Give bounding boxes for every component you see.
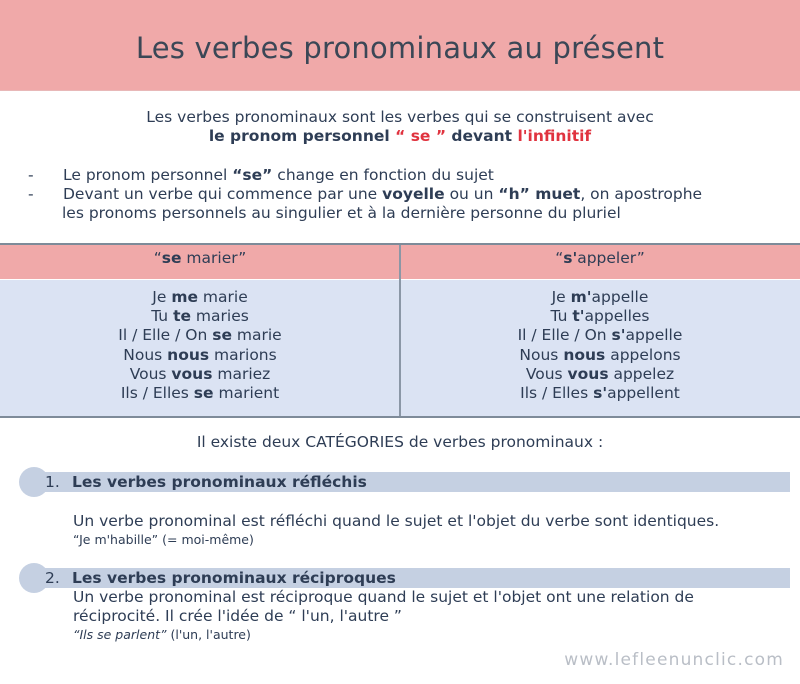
intro-pronoun-label: le pronom personnel [208, 127, 390, 145]
categories-intro: Il existe deux CATÉGORIES de verbes pronominaux : [196, 433, 604, 451]
bullet-2-c: ou un [444, 185, 499, 203]
page-title: Les verbes pronominaux au présent [135, 31, 665, 65]
category-1-number: 1. [45, 473, 60, 491]
conjugation-row [0, 365, 400, 384]
header-s-appeler-pronoun: s' [563, 249, 578, 267]
header-se-marier-pronoun: se [161, 249, 182, 267]
bullet-2-a: Devant un verbe qui commence par une [63, 185, 383, 203]
row-pronoun: s' [611, 326, 626, 345]
category-1-title: Les verbes pronominaux réfléchis [72, 473, 367, 491]
category-2-title: Les verbes pronominaux réciproques [72, 569, 396, 587]
table-bottom-rule [0, 416, 800, 418]
row-pronoun: nous [563, 345, 606, 364]
category-1-example-note: (= moi-même) [158, 532, 254, 547]
header-s-appeler-verb: appeler” [577, 249, 645, 267]
row-subject: Ils / Elles [120, 384, 194, 403]
bullet-1 [63, 166, 494, 184]
bullet-2 [63, 185, 702, 203]
row-pronoun: vous [171, 364, 213, 383]
category-2-example [73, 627, 251, 642]
column-se-marier [0, 288, 400, 403]
website-footer: www.lefleenunclic.com [564, 650, 784, 670]
row-verb: marie [231, 326, 282, 345]
row-verb: appelons [605, 345, 681, 364]
category-2-text [73, 588, 694, 626]
category-2-heading [45, 569, 396, 587]
bullet-1-c: change en fonction du sujet [272, 166, 494, 184]
category-1-example-quote: “Je m'habille” [73, 532, 159, 547]
row-pronoun: te [173, 307, 191, 326]
column-s-appeler [400, 288, 800, 403]
row-pronoun: nous [167, 345, 210, 364]
row-verb: appelle [591, 288, 649, 306]
bullet-dash-1: - [28, 166, 34, 184]
row-pronoun: vous [567, 364, 609, 383]
conjugation-row [0, 326, 400, 345]
header-s-appeler [400, 249, 800, 267]
row-subject: Ils / Elles [520, 384, 594, 403]
row-pronoun: se [212, 326, 232, 345]
bullet-2-b: voyelle [382, 185, 445, 203]
bullet-2-d: “h” muet [498, 185, 581, 203]
conjugation-row [400, 307, 800, 326]
bullet-dash-2: - [28, 185, 34, 203]
header-se-marier [0, 249, 400, 267]
header-s-appeler-open-quote: “ [555, 249, 564, 267]
intro-line-2 [0, 127, 800, 145]
row-verb: appelles [584, 307, 650, 326]
row-subject: Vous [525, 364, 568, 383]
row-subject: Vous [129, 364, 172, 383]
intro-infinitif: l'infinitif [517, 127, 592, 145]
bullet-1-a: Le pronom personnel [63, 166, 233, 184]
row-verb: marie [197, 288, 248, 306]
intro-line-1: Les verbes pronominaux sont les verbes qui se construisent avec [146, 108, 654, 126]
row-subject: Il / Elle / On [517, 326, 612, 345]
conjugation-row [0, 346, 400, 365]
category-2-example-quote: “Ils se parlent” [73, 627, 167, 642]
row-verb: appellent [607, 384, 680, 403]
conjugation-row [400, 384, 800, 403]
row-subject: Je [551, 288, 571, 306]
category-2-text-line-1: Un verbe pronominal est réciproque quand le sujet et l'objet ont une relation de [73, 588, 694, 606]
row-pronoun: se [193, 384, 214, 403]
conjugation-row [400, 346, 800, 365]
category-2-example-note: (l'un, l'autre) [166, 627, 251, 642]
header-se-marier-open-quote: “ [153, 249, 162, 267]
row-pronoun: s' [593, 384, 608, 403]
title-banner [0, 0, 800, 91]
row-verb: marions [209, 345, 277, 364]
row-verb: appelle [625, 326, 683, 345]
row-subject: Nous [519, 345, 564, 364]
row-pronoun: m' [570, 288, 592, 306]
row-subject: Tu [151, 307, 174, 326]
conjugation-row [0, 288, 400, 307]
conjugation-row [400, 288, 800, 307]
bullet-2-line-2: les pronoms personnels au singulier et à la dernière personne du pluriel [62, 204, 621, 222]
category-2-number: 2. [45, 569, 60, 587]
row-subject: Nous [123, 345, 168, 364]
category-1-text: Un verbe pronominal est réfléchi quand le sujet et l'objet du verbe sont identiques. [73, 512, 720, 530]
row-pronoun: me [171, 288, 198, 306]
row-verb: marient [213, 384, 280, 403]
category-2-text-line-2: réciprocité. Il crée l'idée de “ l'un, l'autre ” [73, 607, 402, 625]
category-1-heading [45, 473, 367, 491]
conjugation-row [400, 326, 800, 345]
header-se-marier-verb: marier” [181, 249, 247, 267]
row-subject: Il / Elle / On [118, 326, 213, 345]
row-verb: mariez [212, 364, 271, 383]
bullet-2-e: , on apostrophe [580, 185, 703, 203]
conjugation-row [0, 384, 400, 403]
intro-devant: devant [451, 127, 513, 145]
intro-se: “ se ” [395, 127, 447, 145]
category-1-example [73, 532, 254, 547]
row-verb: appelez [608, 364, 675, 383]
conjugation-row [400, 365, 800, 384]
row-verb: maries [190, 307, 249, 326]
row-pronoun: t' [572, 307, 585, 326]
row-subject: Je [152, 288, 172, 306]
row-subject: Tu [550, 307, 573, 326]
bullet-1-b: “se” [232, 166, 273, 184]
conjugation-row [0, 307, 400, 326]
conjugation-table [0, 243, 800, 418]
